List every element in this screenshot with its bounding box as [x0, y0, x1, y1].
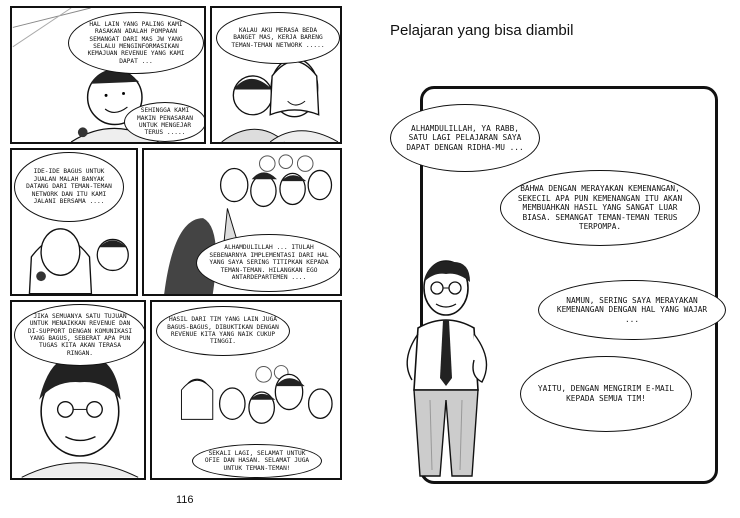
bubble-text: ALHAMDULILLAH, YA RABB, SATU LAGI PELAJARAN SAYA DAPAT DENGAN RIDHA-MU ...: [406, 123, 524, 152]
speech-bubble: [216, 12, 340, 64]
bubble-text: ALHAMDULILLAH ... ITULAH SEBENARNYA IMPLEMENTASI DARI HAL YANG SAYA SERING TITIPKAN KEPADA TEMAN-TEMAN. HILANGKAN EGO ANTARDEPARTEMEN ....: [209, 244, 329, 282]
bubble-text: YAITU, DENGAN MENGIRIM E-MAIL KEPADA SEMUA TIM!: [537, 384, 675, 403]
speech-bubble: [192, 444, 322, 478]
comic-panel-1: [10, 6, 206, 144]
speech-bubble: [390, 104, 540, 172]
page-title: Pelajaran yang bisa diambil: [390, 22, 574, 39]
bubble-text: JIKA SEMUANYA SATU TUJUAN UNTUK MENAIKKAN REVENUE DAN DI-SUPPORT DENGAN KOMUNIKASI YANG BAGUS, SEBERAT APA PUN TUGAS KITA AKAN TERASA RINGAN.: [27, 312, 133, 357]
speech-bubble: [14, 152, 124, 222]
comic-panel-4: [142, 148, 342, 296]
speech-bubble: [196, 234, 342, 292]
bubble-text: NAMUN, SERING SAYA MERAYAKAN KEMENANGAN DENGAN HAL YANG WAJAR ...: [556, 295, 708, 324]
comic-panel-2: [210, 6, 342, 144]
speech-bubble: [538, 280, 726, 340]
bubble-text: HASIL DARI TIM YANG LAIN JUGA BAGUS-BAGUS, DIBUKTIKAN DENGAN REVENUE KITA YANG NAIK CUKUP TINGGI.: [167, 316, 279, 346]
speech-bubble: [68, 12, 204, 74]
comic-panel-3: [10, 148, 138, 296]
bubble-text: HAL LAIN YANG PALING KAMI RASAKAN ADALAH POMPAAN SEMANGAT DARI MAS JW YANG SELALU MENGINFORMASIKAN KEMAJUAN REVENUE YANG KAMI DAPAT ...: [87, 20, 185, 65]
speech-bubble: [124, 102, 206, 142]
page-number: 116: [176, 494, 194, 506]
speech-bubble: [500, 170, 700, 246]
speech-bubble: [520, 356, 692, 432]
speech-bubble: [156, 306, 290, 356]
teacher-illustration: [390, 250, 500, 480]
bubble-text: SEKALI LAGI, SELAMAT UNTUK OFIE DAN HASAN. SELAMAT JUGA UNTUK TEMAN-TEMAN!: [204, 449, 310, 472]
comic-panel-5: [10, 300, 146, 480]
speech-bubble: [14, 304, 146, 366]
bubble-text: IDE-IDE BAGUS UNTUK JUALAN MALAH BANYAK DATANG DARI TEMAN-TEMAN NETWORK DAN ITU KAMI JALANI BERSAMA ....: [26, 168, 112, 206]
comic-panel-6: [150, 300, 342, 480]
right-comic-page: [370, 0, 740, 518]
bubble-text: SEHINGGA KAMI MAKIN PENASARAN UNTUK MENGEJAR TERUS .....: [137, 107, 193, 137]
bubble-text: BAHWA DENGAN MERAYAKAN KEMENANGAN, SEKECIL APA PUN KEMENANGAN ITU AKAN MEMBUAHKAN HASIL YANG SANGAT LUAR BIASA. SEMANGAT TEMAN-TEMAN TERUS TERPOMPA.: [517, 184, 683, 232]
bubble-text: KALAU AKU MERASA BEDA BANGET MAS, KERJA BARENG TEMAN-TEMAN NETWORK .....: [231, 26, 325, 49]
